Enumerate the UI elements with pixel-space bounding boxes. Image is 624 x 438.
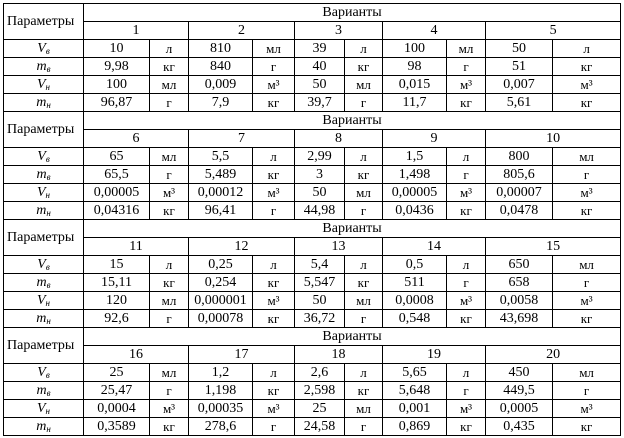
unit-cell: м³	[253, 76, 295, 94]
unit-cell: мл	[150, 364, 189, 382]
unit-cell: кг	[447, 418, 486, 436]
unit-cell: кг	[447, 310, 486, 328]
unit-cell: м³	[253, 184, 295, 202]
value-cell: 9,98	[84, 58, 150, 76]
parameter-symbol-base: m	[36, 94, 47, 110]
variants-table-container	[3, 3, 620, 436]
variant-number: 11	[84, 238, 189, 256]
unit-cell: м³	[150, 184, 189, 202]
value-cell: 24,58	[295, 418, 345, 436]
unit-cell: м³	[553, 76, 621, 94]
parameter-symbol	[4, 256, 84, 274]
unit-cell: кг	[253, 382, 295, 400]
parameter-symbol-subscript: в	[46, 63, 51, 74]
variant-numbers-row	[4, 238, 621, 256]
variant-number: 8	[295, 130, 383, 148]
value-cell: 96,87	[84, 94, 150, 112]
value-cell: 92,6	[84, 310, 150, 328]
table-row	[4, 58, 621, 76]
value-cell: 50	[486, 40, 553, 58]
value-cell: 2,6	[295, 364, 345, 382]
block-header-row	[4, 4, 621, 22]
unit-cell: м³	[253, 292, 295, 310]
value-cell: 810	[189, 40, 253, 58]
value-cell: 5,547	[295, 274, 345, 292]
value-cell: 511	[383, 274, 447, 292]
value-cell: 0,0058	[486, 292, 553, 310]
unit-cell: г	[253, 58, 295, 76]
value-cell: 840	[189, 58, 253, 76]
table-row	[4, 184, 621, 202]
value-cell: 15,11	[84, 274, 150, 292]
parameter-symbol-subscript: в	[46, 387, 51, 398]
unit-cell: г	[553, 382, 621, 400]
value-cell: 0,0436	[383, 202, 447, 220]
unit-cell: л	[253, 256, 295, 274]
value-cell: 0,00007	[486, 184, 553, 202]
unit-cell: г	[447, 166, 486, 184]
unit-cell: л	[345, 40, 383, 58]
variants-header: Варианты	[84, 112, 621, 130]
unit-cell: мл	[553, 256, 621, 274]
parameter-symbol-base: m	[36, 418, 47, 434]
value-cell: 39,7	[295, 94, 345, 112]
variant-number: 1	[84, 22, 189, 40]
parameter-symbol-subscript: в	[45, 153, 50, 164]
value-cell: 44,98	[295, 202, 345, 220]
unit-cell: кг	[150, 418, 189, 436]
value-cell: 98	[383, 58, 447, 76]
unit-cell: мл	[345, 76, 383, 94]
parameter-symbol-subscript: н	[45, 81, 51, 92]
unit-cell: м³	[150, 400, 189, 418]
unit-cell: м³	[447, 76, 486, 94]
value-cell: 5,5	[189, 148, 253, 166]
table-row	[4, 202, 621, 220]
parameter-symbol-subscript: в	[46, 171, 51, 182]
unit-cell: м³	[253, 400, 295, 418]
value-cell: 0,00078	[189, 310, 253, 328]
parameter-symbol-subscript: в	[45, 45, 50, 56]
unit-cell: г	[253, 418, 295, 436]
variant-number: 13	[295, 238, 383, 256]
value-cell: 0,00035	[189, 400, 253, 418]
unit-cell: кг	[253, 166, 295, 184]
parameter-symbol	[4, 382, 84, 400]
variant-number: 3	[295, 22, 383, 40]
value-cell: 0,548	[383, 310, 447, 328]
unit-cell: кг	[253, 274, 295, 292]
unit-cell: кг	[553, 418, 621, 436]
parameter-symbol	[4, 40, 84, 58]
variant-numbers-row	[4, 22, 621, 40]
value-cell: 1,2	[189, 364, 253, 382]
variant-number: 7	[189, 130, 295, 148]
value-cell: 0,0008	[383, 292, 447, 310]
value-cell: 2,598	[295, 382, 345, 400]
value-cell: 5,648	[383, 382, 447, 400]
value-cell: 0,25	[189, 256, 253, 274]
variant-number: 5	[486, 22, 621, 40]
unit-cell: кг	[150, 202, 189, 220]
parameter-symbol-subscript: н	[45, 189, 51, 200]
variants-header: Варианты	[84, 4, 621, 22]
value-cell: 10	[84, 40, 150, 58]
unit-cell: кг	[253, 310, 295, 328]
parameters-header: Параметры	[4, 112, 84, 148]
parameter-symbol-subscript: н	[46, 423, 51, 434]
parameter-symbol-base: V	[36, 76, 46, 92]
value-cell: 39	[295, 40, 345, 58]
value-cell: 15	[84, 256, 150, 274]
parameter-symbol-base: V	[37, 256, 46, 272]
unit-cell: г	[553, 274, 621, 292]
unit-cell: кг	[345, 382, 383, 400]
parameter-symbol-subscript: н	[46, 315, 51, 326]
parameter-symbol-base: m	[36, 382, 47, 398]
value-cell: 0,000001	[189, 292, 253, 310]
unit-cell: мл	[253, 40, 295, 58]
unit-cell: г	[553, 166, 621, 184]
value-cell: 0,00012	[189, 184, 253, 202]
unit-cell: л	[150, 256, 189, 274]
table-row	[4, 382, 621, 400]
parameter-symbol	[4, 274, 84, 292]
parameter-symbol-base: V	[37, 148, 46, 164]
unit-cell: г	[150, 382, 189, 400]
block-header-row	[4, 328, 621, 346]
variant-number: 10	[486, 130, 621, 148]
block-header-row	[4, 220, 621, 238]
parameter-symbol-subscript: н	[45, 297, 51, 308]
table-row	[4, 364, 621, 382]
unit-cell: л	[447, 148, 486, 166]
variant-number: 6	[84, 130, 189, 148]
table-row	[4, 292, 621, 310]
parameter-symbol-base: V	[36, 292, 46, 308]
unit-cell: г	[150, 310, 189, 328]
value-cell: 805,6	[486, 166, 553, 184]
variant-number: 16	[84, 346, 189, 364]
value-cell: 25	[295, 400, 345, 418]
value-cell: 5,489	[189, 166, 253, 184]
value-cell: 0,04316	[84, 202, 150, 220]
value-cell: 25	[84, 364, 150, 382]
parameters-header: Параметры	[4, 4, 84, 40]
unit-cell: м³	[447, 400, 486, 418]
unit-cell: л	[447, 364, 486, 382]
value-cell: 0,007	[486, 76, 553, 94]
variants-header: Варианты	[84, 328, 621, 346]
unit-cell: кг	[253, 94, 295, 112]
unit-cell: м³	[553, 184, 621, 202]
unit-cell: л	[345, 256, 383, 274]
value-cell: 0,3589	[84, 418, 150, 436]
parameter-symbol-base: m	[36, 310, 47, 326]
unit-cell: кг	[553, 202, 621, 220]
value-cell: 0,0478	[486, 202, 553, 220]
variant-number: 2	[189, 22, 295, 40]
unit-cell: г	[447, 382, 486, 400]
unit-cell: м³	[447, 292, 486, 310]
value-cell: 800	[486, 148, 553, 166]
parameter-symbol-subscript: н	[46, 207, 51, 218]
unit-cell: кг	[447, 94, 486, 112]
table-row	[4, 274, 621, 292]
unit-cell: мл	[150, 292, 189, 310]
parameter-symbol	[4, 94, 84, 112]
parameter-symbol	[4, 310, 84, 328]
variant-number: 9	[383, 130, 486, 148]
unit-cell: г	[345, 94, 383, 112]
unit-cell: г	[345, 418, 383, 436]
variant-number: 19	[383, 346, 486, 364]
parameter-symbol-subscript: н	[46, 99, 51, 110]
unit-cell: м³	[553, 292, 621, 310]
value-cell: 65,5	[84, 166, 150, 184]
unit-cell: мл	[553, 148, 621, 166]
parameter-symbol	[4, 166, 84, 184]
value-cell: 100	[383, 40, 447, 58]
variant-numbers-row	[4, 346, 621, 364]
table-row	[4, 76, 621, 94]
value-cell: 3	[295, 166, 345, 184]
value-cell: 0,00005	[383, 184, 447, 202]
unit-cell: мл	[345, 292, 383, 310]
variant-number: 17	[189, 346, 295, 364]
parameter-symbol	[4, 202, 84, 220]
table-row	[4, 310, 621, 328]
value-cell: 40	[295, 58, 345, 76]
value-cell: 100	[84, 76, 150, 94]
value-cell: 650	[486, 256, 553, 274]
unit-cell: кг	[150, 58, 189, 76]
value-cell: 36,72	[295, 310, 345, 328]
parameter-symbol	[4, 400, 84, 418]
parameters-header: Параметры	[4, 220, 84, 256]
value-cell: 43,698	[486, 310, 553, 328]
variant-number: 12	[189, 238, 295, 256]
unit-cell: л	[150, 40, 189, 58]
parameter-symbol-base: V	[36, 400, 46, 416]
value-cell: 0,5	[383, 256, 447, 274]
unit-cell: кг	[553, 94, 621, 112]
unit-cell: мл	[345, 400, 383, 418]
value-cell: 0,009	[189, 76, 253, 94]
unit-cell: л	[253, 364, 295, 382]
unit-cell: л	[345, 364, 383, 382]
variant-number: 14	[383, 238, 486, 256]
value-cell: 5,61	[486, 94, 553, 112]
unit-cell: м³	[553, 400, 621, 418]
value-cell: 0,0005	[486, 400, 553, 418]
value-cell: 2,99	[295, 148, 345, 166]
unit-cell: мл	[447, 40, 486, 58]
value-cell: 65	[84, 148, 150, 166]
unit-cell: л	[253, 148, 295, 166]
unit-cell: г	[447, 274, 486, 292]
value-cell: 0,254	[189, 274, 253, 292]
unit-cell: л	[447, 256, 486, 274]
unit-cell: кг	[553, 310, 621, 328]
value-cell: 5,4	[295, 256, 345, 274]
unit-cell: м³	[447, 184, 486, 202]
value-cell: 96,41	[189, 202, 253, 220]
block-header-row	[4, 112, 621, 130]
parameter-symbol-base: m	[36, 58, 47, 74]
table-row	[4, 418, 621, 436]
parameter-symbol	[4, 364, 84, 382]
table-row	[4, 94, 621, 112]
value-cell: 1,198	[189, 382, 253, 400]
value-cell: 50	[295, 76, 345, 94]
unit-cell: л	[345, 148, 383, 166]
unit-cell: г	[150, 94, 189, 112]
parameter-symbol-base: V	[37, 364, 46, 380]
table-row	[4, 148, 621, 166]
value-cell: 0,0004	[84, 400, 150, 418]
value-cell: 1,5	[383, 148, 447, 166]
unit-cell: кг	[553, 58, 621, 76]
value-cell: 5,65	[383, 364, 447, 382]
variant-number: 20	[486, 346, 621, 364]
table-row	[4, 400, 621, 418]
parameter-symbol-subscript: н	[45, 405, 51, 416]
unit-cell: г	[345, 310, 383, 328]
parameter-symbol-base: V	[36, 184, 46, 200]
parameter-symbol-subscript: в	[46, 279, 51, 290]
value-cell: 11,7	[383, 94, 447, 112]
value-cell: 0,435	[486, 418, 553, 436]
variant-number: 15	[486, 238, 621, 256]
parameters-header: Параметры	[4, 328, 84, 364]
value-cell: 1,498	[383, 166, 447, 184]
parameter-symbol	[4, 58, 84, 76]
unit-cell: кг	[345, 166, 383, 184]
unit-cell: мл	[150, 76, 189, 94]
value-cell: 120	[84, 292, 150, 310]
value-cell: 25,47	[84, 382, 150, 400]
unit-cell: г	[150, 166, 189, 184]
unit-cell: г	[447, 58, 486, 76]
unit-cell: мл	[345, 184, 383, 202]
parameter-symbol	[4, 184, 84, 202]
unit-cell: кг	[345, 58, 383, 76]
parameter-symbol	[4, 148, 84, 166]
parameter-symbol-subscript: в	[45, 369, 50, 380]
parameter-symbol-base: V	[37, 40, 46, 56]
value-cell: 0,00005	[84, 184, 150, 202]
value-cell: 7,9	[189, 94, 253, 112]
unit-cell: л	[553, 40, 621, 58]
variants-header: Варианты	[84, 220, 621, 238]
unit-cell: кг	[150, 274, 189, 292]
unit-cell: г	[253, 202, 295, 220]
table-row	[4, 256, 621, 274]
value-cell: 449,5	[486, 382, 553, 400]
unit-cell: кг	[345, 274, 383, 292]
unit-cell: г	[345, 202, 383, 220]
parameter-symbol	[4, 76, 84, 94]
unit-cell: мл	[150, 148, 189, 166]
value-cell: 50	[295, 184, 345, 202]
value-cell: 51	[486, 58, 553, 76]
unit-cell: мл	[553, 364, 621, 382]
parameter-symbol-base: m	[36, 166, 47, 182]
value-cell: 0,001	[383, 400, 447, 418]
value-cell: 0,015	[383, 76, 447, 94]
table-row	[4, 166, 621, 184]
value-cell: 658	[486, 274, 553, 292]
value-cell: 50	[295, 292, 345, 310]
variants-table	[3, 3, 621, 436]
parameter-symbol	[4, 418, 84, 436]
parameter-symbol-base: m	[36, 274, 47, 290]
variant-number: 18	[295, 346, 383, 364]
parameter-symbol-base: m	[36, 202, 47, 218]
variant-number: 4	[383, 22, 486, 40]
parameter-symbol-subscript: в	[45, 261, 50, 272]
value-cell: 450	[486, 364, 553, 382]
parameter-symbol	[4, 292, 84, 310]
value-cell: 278,6	[189, 418, 253, 436]
variant-numbers-row	[4, 130, 621, 148]
value-cell: 0,869	[383, 418, 447, 436]
unit-cell: кг	[447, 202, 486, 220]
table-row	[4, 40, 621, 58]
